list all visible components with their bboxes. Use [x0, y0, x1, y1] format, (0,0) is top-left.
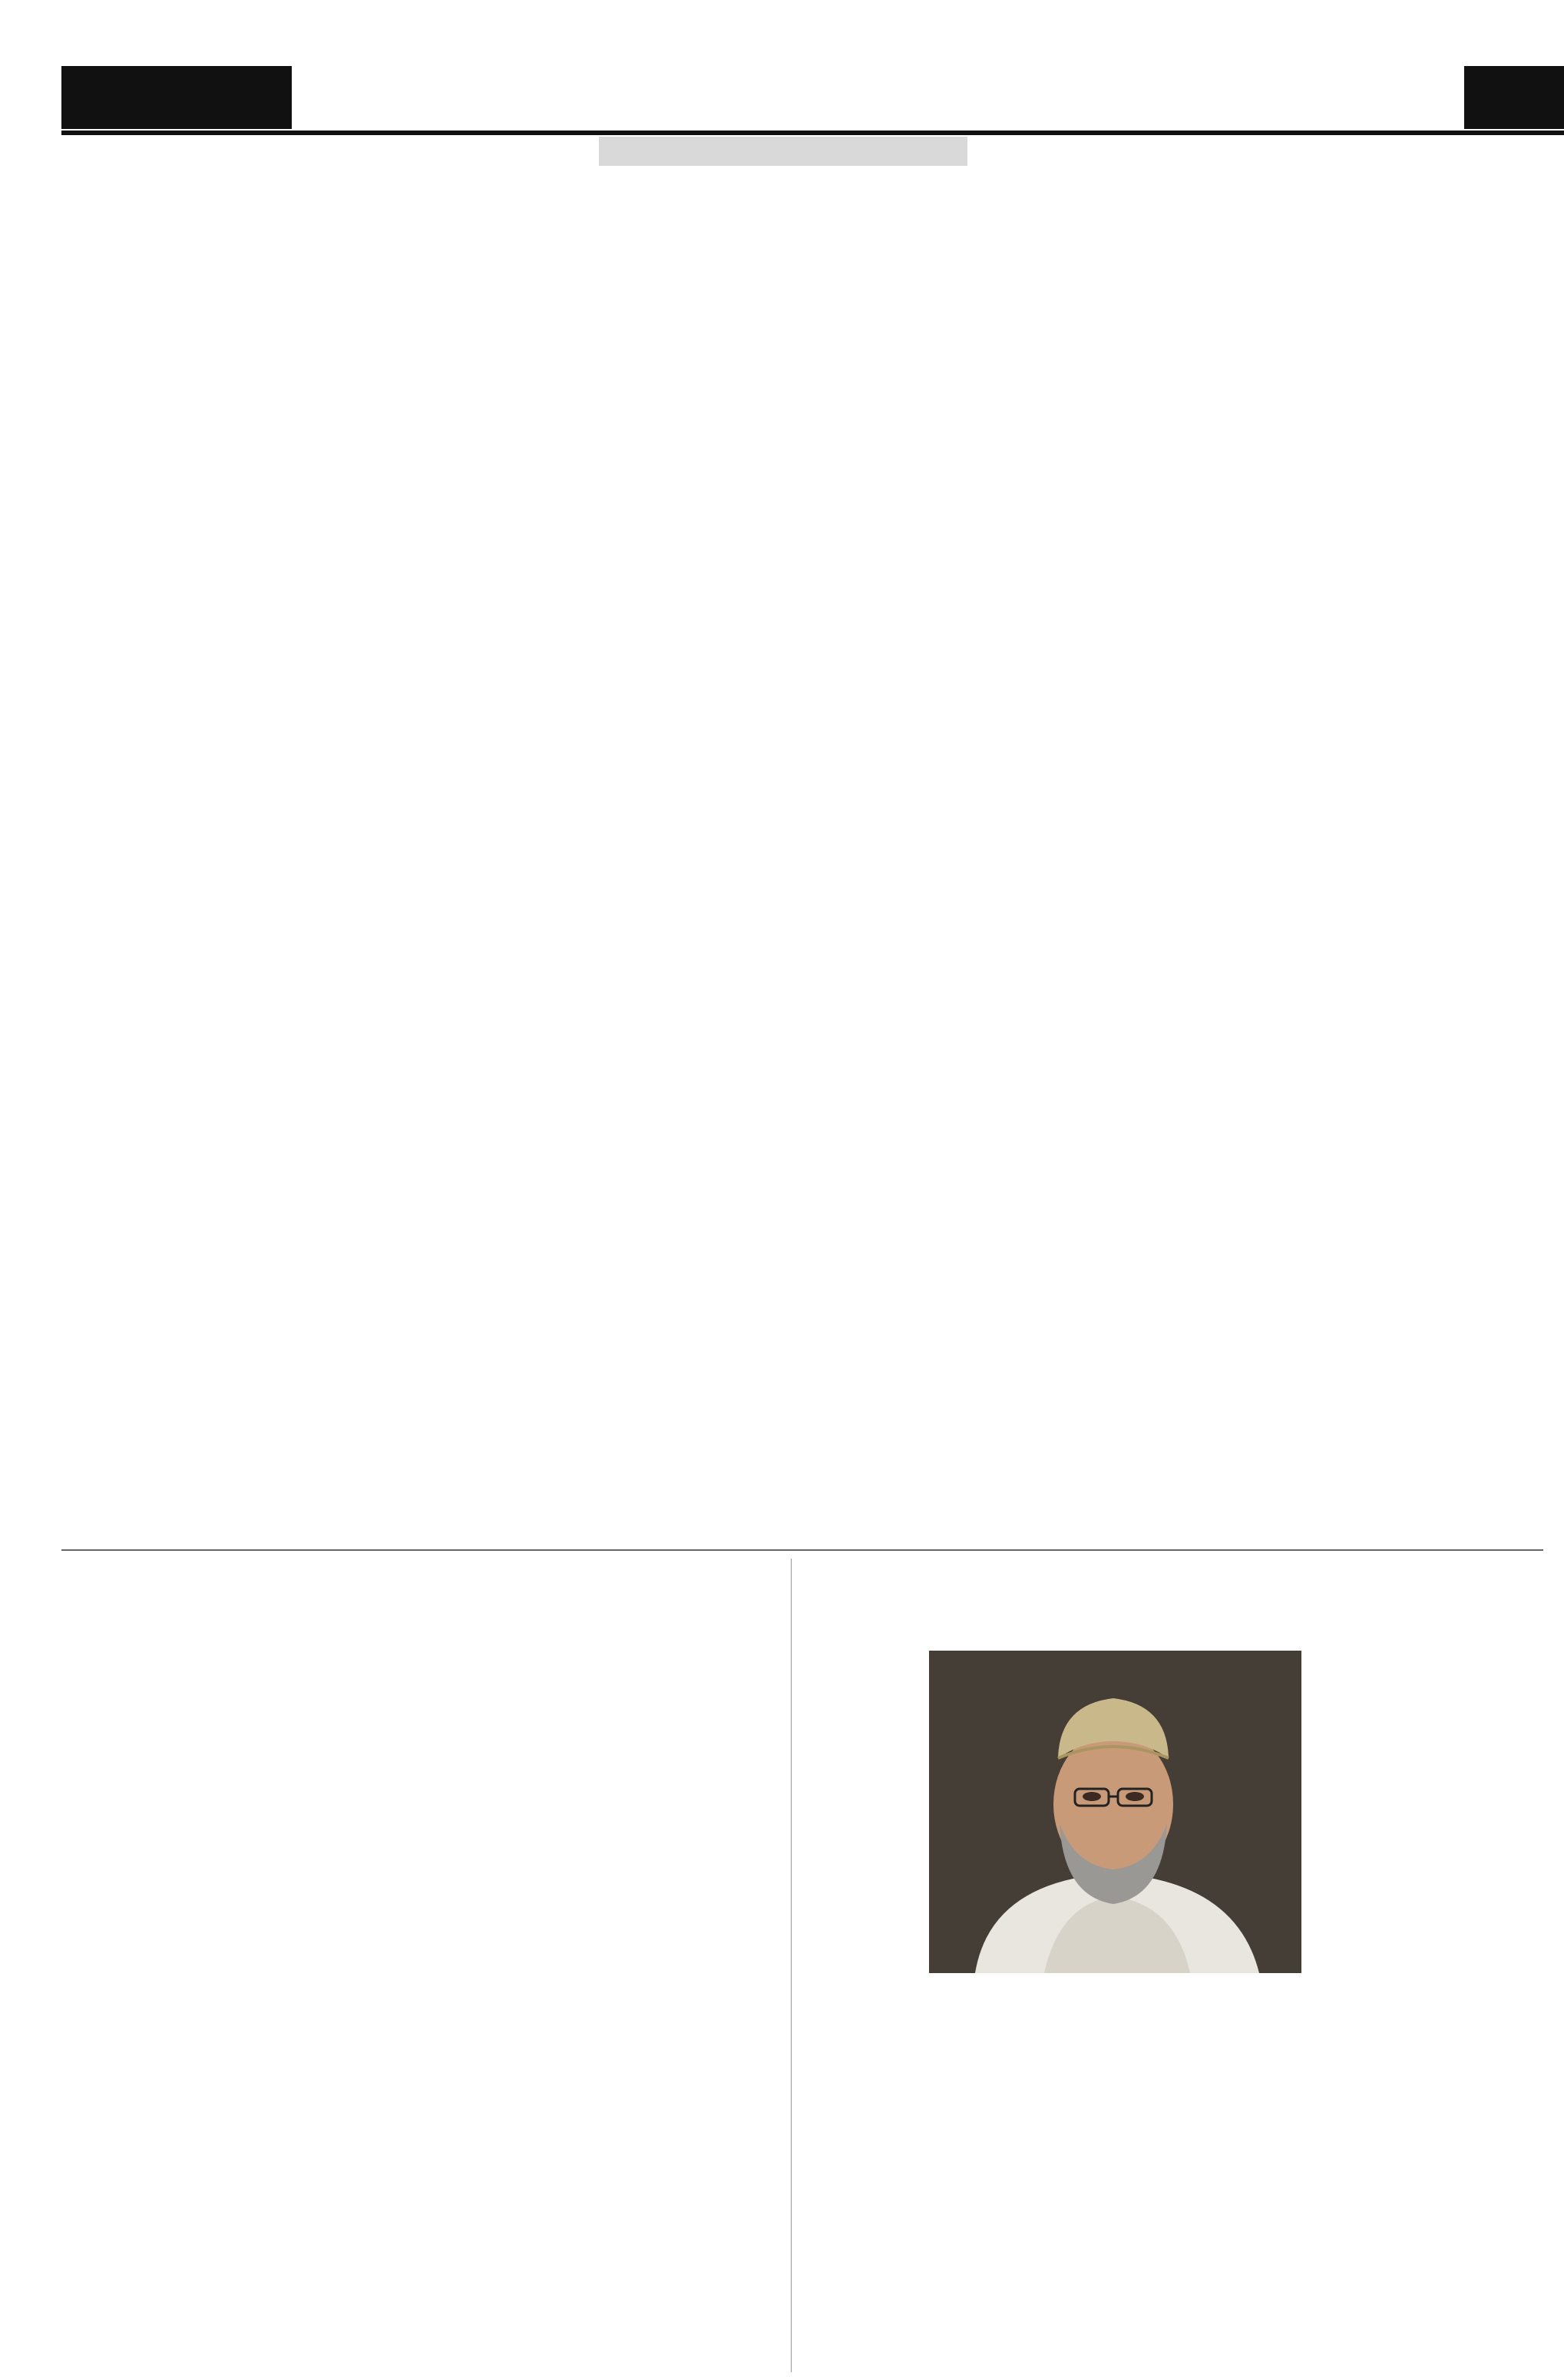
portrait-illustration — [929, 1651, 1301, 1973]
header-rule — [61, 131, 1564, 135]
masthead — [0, 0, 1564, 138]
newspaper-logo — [61, 66, 292, 129]
front-page-continuations — [61, 170, 1543, 1491]
front-page-banner — [599, 137, 967, 166]
mirwaiz-photo — [929, 1651, 1301, 1973]
story2-column-2 — [929, 1981, 1109, 2372]
page-number — [1464, 66, 1564, 129]
story2-column-4 — [1313, 1651, 1536, 2372]
section-divider — [61, 1549, 1543, 1551]
story2-column-3 — [1121, 1981, 1301, 2372]
story1-column-1 — [61, 1681, 411, 2372]
story2-column-1 — [695, 1651, 918, 2372]
